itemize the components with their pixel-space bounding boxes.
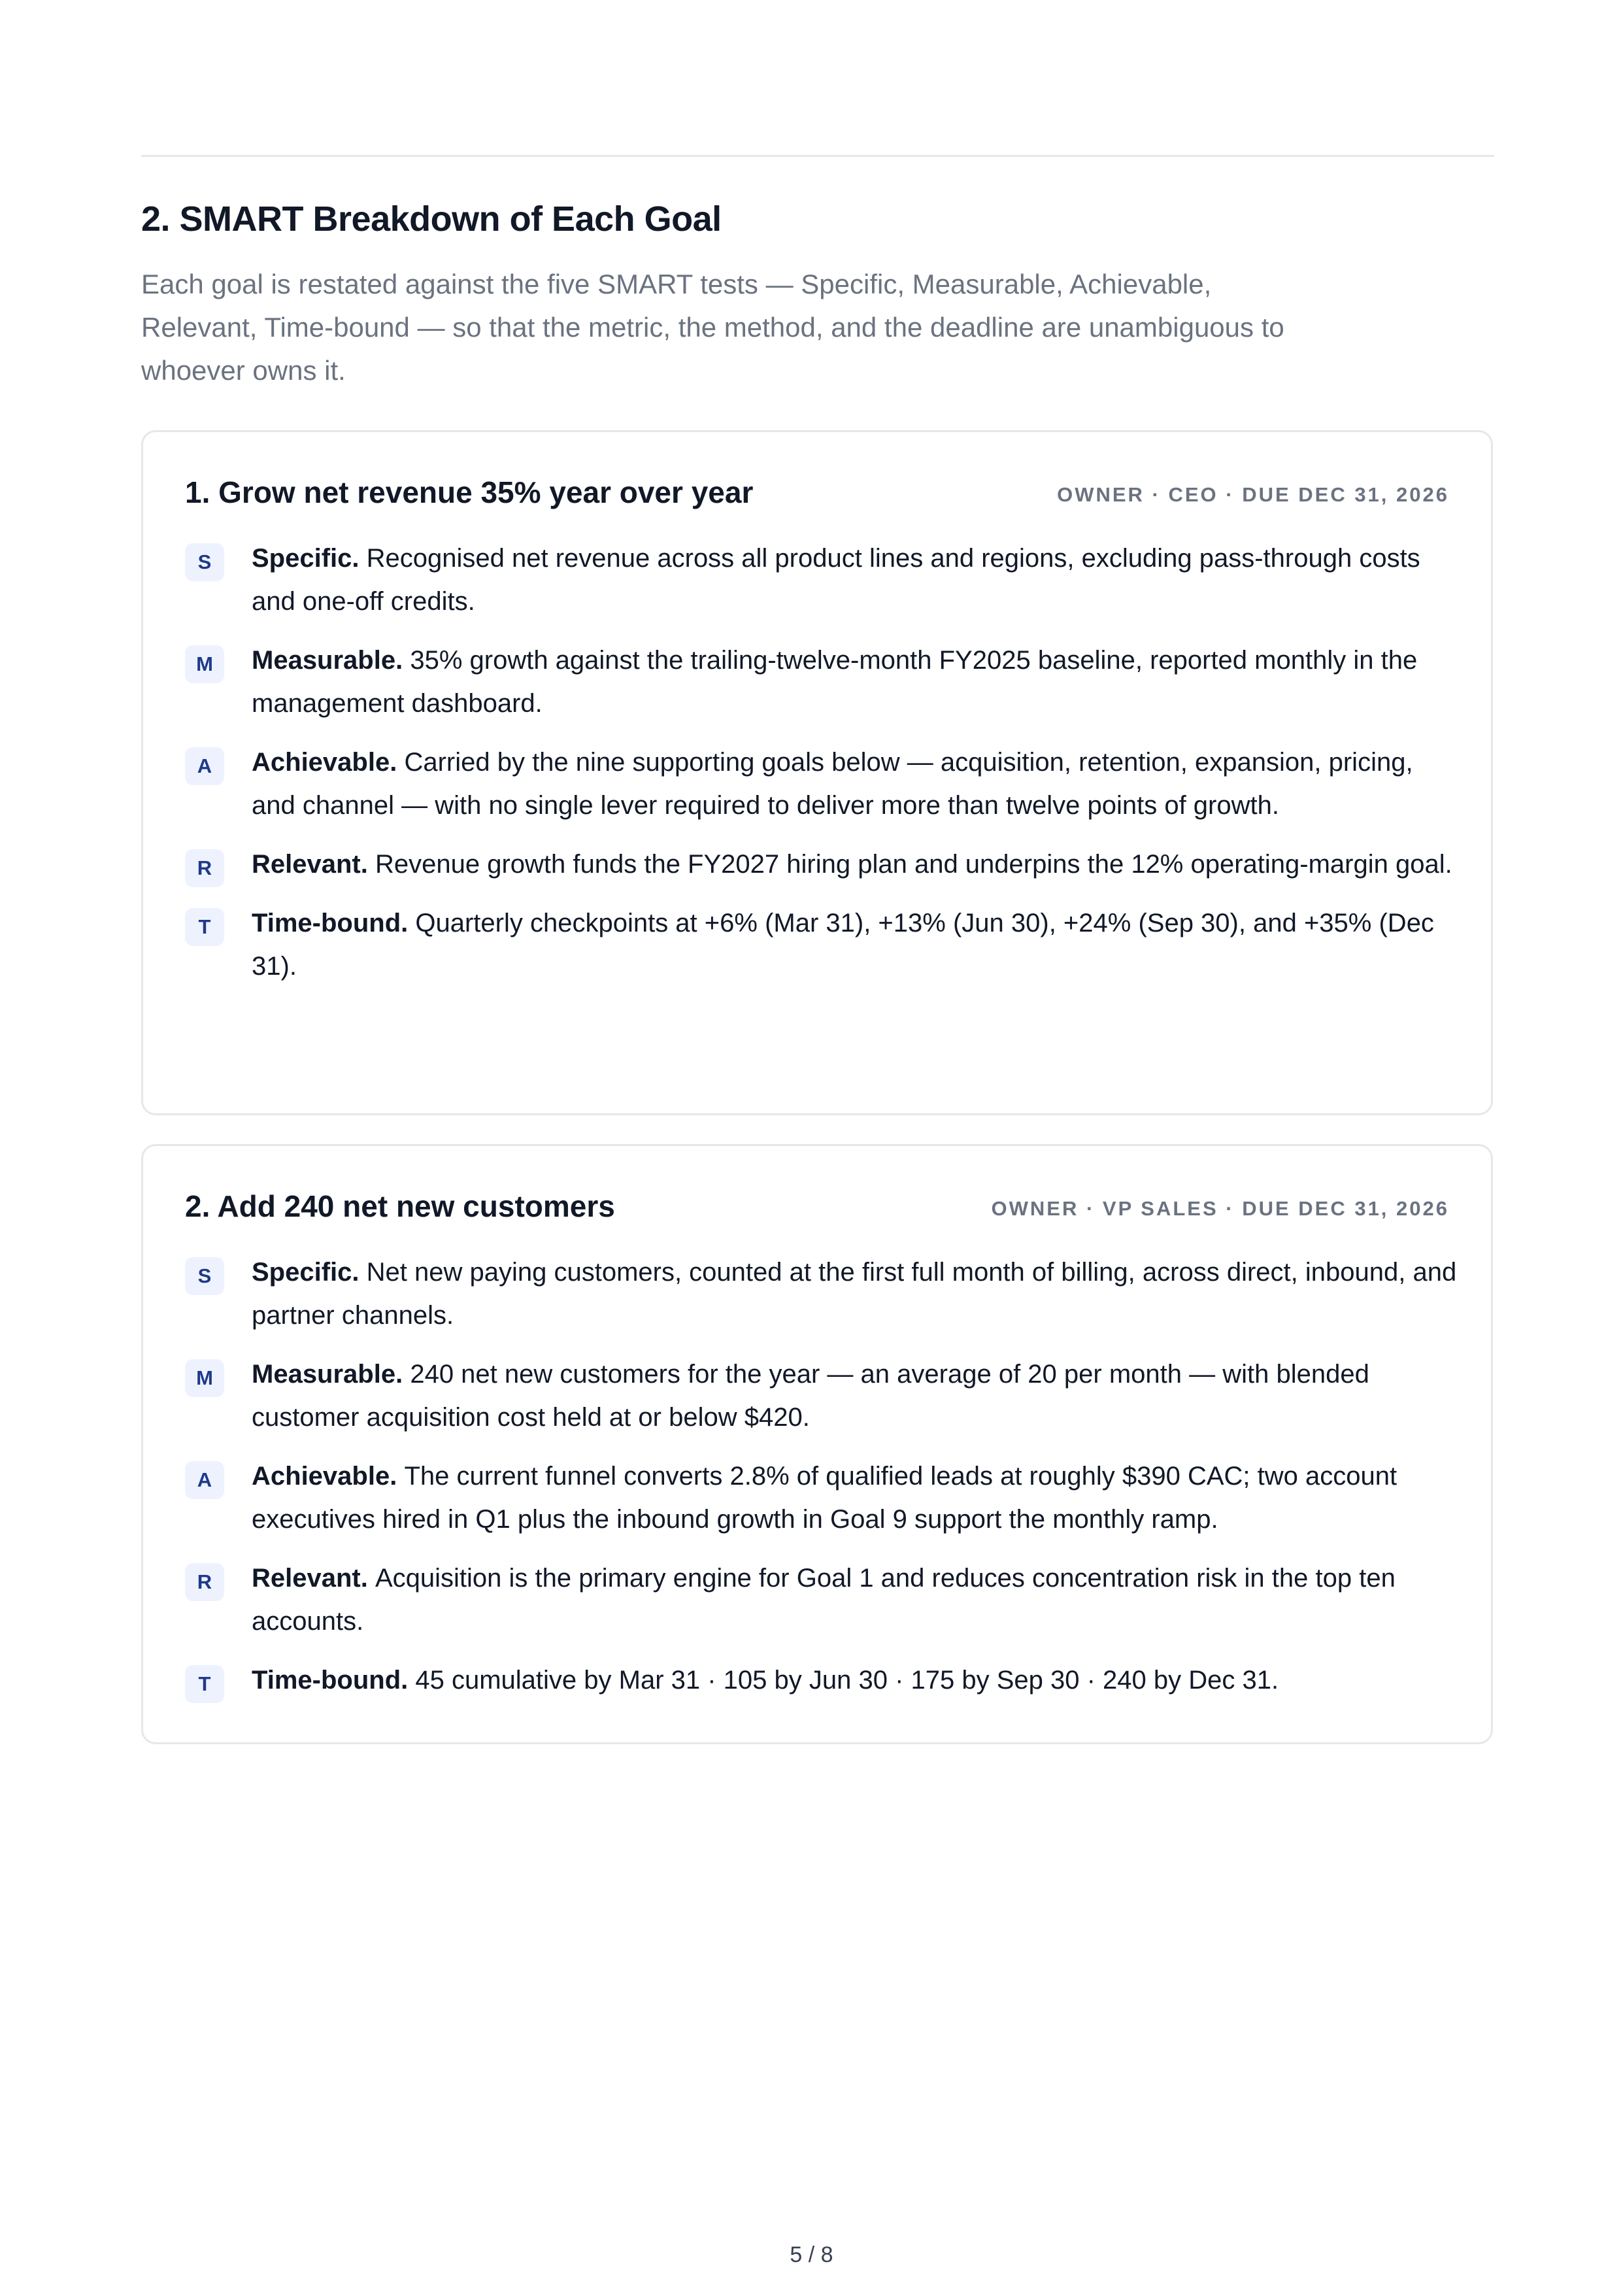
- page-number: 5 / 8: [790, 2242, 833, 2267]
- smart-letter-badge: R: [185, 849, 224, 887]
- goal-owner-due: OWNER · CEO · DUE DEC 31, 2026: [1057, 483, 1449, 506]
- smart-row-relevant: [185, 843, 1457, 886]
- smart-row-label: Relevant.: [252, 1564, 375, 1593]
- goal-card: [141, 430, 1493, 1115]
- goal-title: 2. Add 240 net new customers: [185, 1189, 615, 1223]
- smart-row-achievable: [185, 741, 1457, 827]
- smart-row-text: 35% growth against the trailing-twelve-month FY2025 baseline, reported monthly in the management dashboard.: [252, 646, 1418, 718]
- section-title: 2. SMART Breakdown of Each Goal: [141, 199, 722, 239]
- smart-row-measurable: [185, 1353, 1457, 1439]
- smart-list: [185, 537, 1457, 1004]
- goal-card: [141, 1144, 1493, 1744]
- smart-row-text: Quarterly checkpoints at +6% (Mar 31), +13% (Jun 30), +24% (Sep 30), and +35% (Dec 31).: [252, 909, 1434, 981]
- smart-letter-badge: S: [185, 543, 224, 581]
- smart-row-text: 45 cumulative by Mar 31 · 105 by Jun 30 · 175 by Sep 30 · 240 by Dec 31.: [415, 1666, 1279, 1695]
- smart-row-text: Recognised net revenue across all product lines and regions, excluding pass-through costs and one-off credits.: [252, 544, 1420, 616]
- smart-row-label: Relevant.: [252, 850, 375, 879]
- smart-row-label: Time-bound.: [252, 1666, 416, 1695]
- smart-row-text: 240 net new customers for the year — an average of 20 per month — with blended customer acquisition cost held at or below $420.: [252, 1360, 1369, 1432]
- smart-row-text: Net new paying customers, counted at the first full month of billing, across direct, inbound, and partner channels.: [252, 1258, 1457, 1330]
- smart-row-time-bound: [185, 902, 1457, 988]
- smart-row-specific: [185, 537, 1457, 623]
- smart-row-text: Revenue growth funds the FY2027 hiring plan and underpins the 12% operating-margin goal.: [375, 850, 1452, 879]
- smart-row-label: Specific.: [252, 544, 367, 573]
- smart-row-measurable: [185, 639, 1457, 725]
- smart-row-label: Measurable.: [252, 646, 410, 675]
- smart-letter-badge: A: [185, 747, 224, 785]
- smart-letter-badge: T: [185, 1665, 224, 1703]
- goal-card-header: [185, 471, 1449, 517]
- smart-row-label: Specific.: [252, 1258, 367, 1287]
- section-intro: Each goal is restated against the five SMART tests — Specific, Measurable, Achievable, Relevant, Time-bound — so that the metric, the method, and the deadline are unambiguous to whoever owns it.: [141, 269, 1284, 386]
- smart-row-time-bound: [185, 1659, 1457, 1702]
- smart-letter-badge: M: [185, 645, 224, 683]
- smart-row-label: Achievable.: [252, 1462, 405, 1491]
- smart-row-achievable: [185, 1455, 1457, 1541]
- smart-row-label: Measurable.: [252, 1360, 410, 1389]
- smart-letter-badge: M: [185, 1359, 224, 1397]
- smart-letter-badge: T: [185, 908, 224, 946]
- smart-row-specific: [185, 1251, 1457, 1337]
- goal-card-header: [185, 1185, 1449, 1231]
- top-divider: [141, 155, 1494, 157]
- goal-title: 1. Grow net revenue 35% year over year: [185, 475, 754, 509]
- smart-list: [185, 1251, 1457, 1717]
- smart-row-label: Achievable.: [252, 748, 405, 777]
- smart-row-text: Carried by the nine supporting goals below — acquisition, retention, expansion, pricing, and channel — with no single lever required to deliver more than twelve points of growth.: [252, 748, 1413, 820]
- smart-letter-badge: A: [185, 1461, 224, 1499]
- smart-letter-badge: R: [185, 1563, 224, 1601]
- smart-row-relevant: [185, 1557, 1457, 1643]
- goal-owner-due: OWNER · VP SALES · DUE DEC 31, 2026: [991, 1197, 1449, 1220]
- smart-row-text: The current funnel converts 2.8% of qualified leads at roughly $390 CAC; two account executives hired in Q1 plus the inbound growth in Goal 9 support the monthly ramp.: [252, 1462, 1397, 1534]
- smart-row-text: Acquisition is the primary engine for Goal 1 and reduces concentration risk in the top ten accounts.: [252, 1564, 1396, 1636]
- smart-letter-badge: S: [185, 1257, 224, 1295]
- smart-row-label: Time-bound.: [252, 909, 416, 937]
